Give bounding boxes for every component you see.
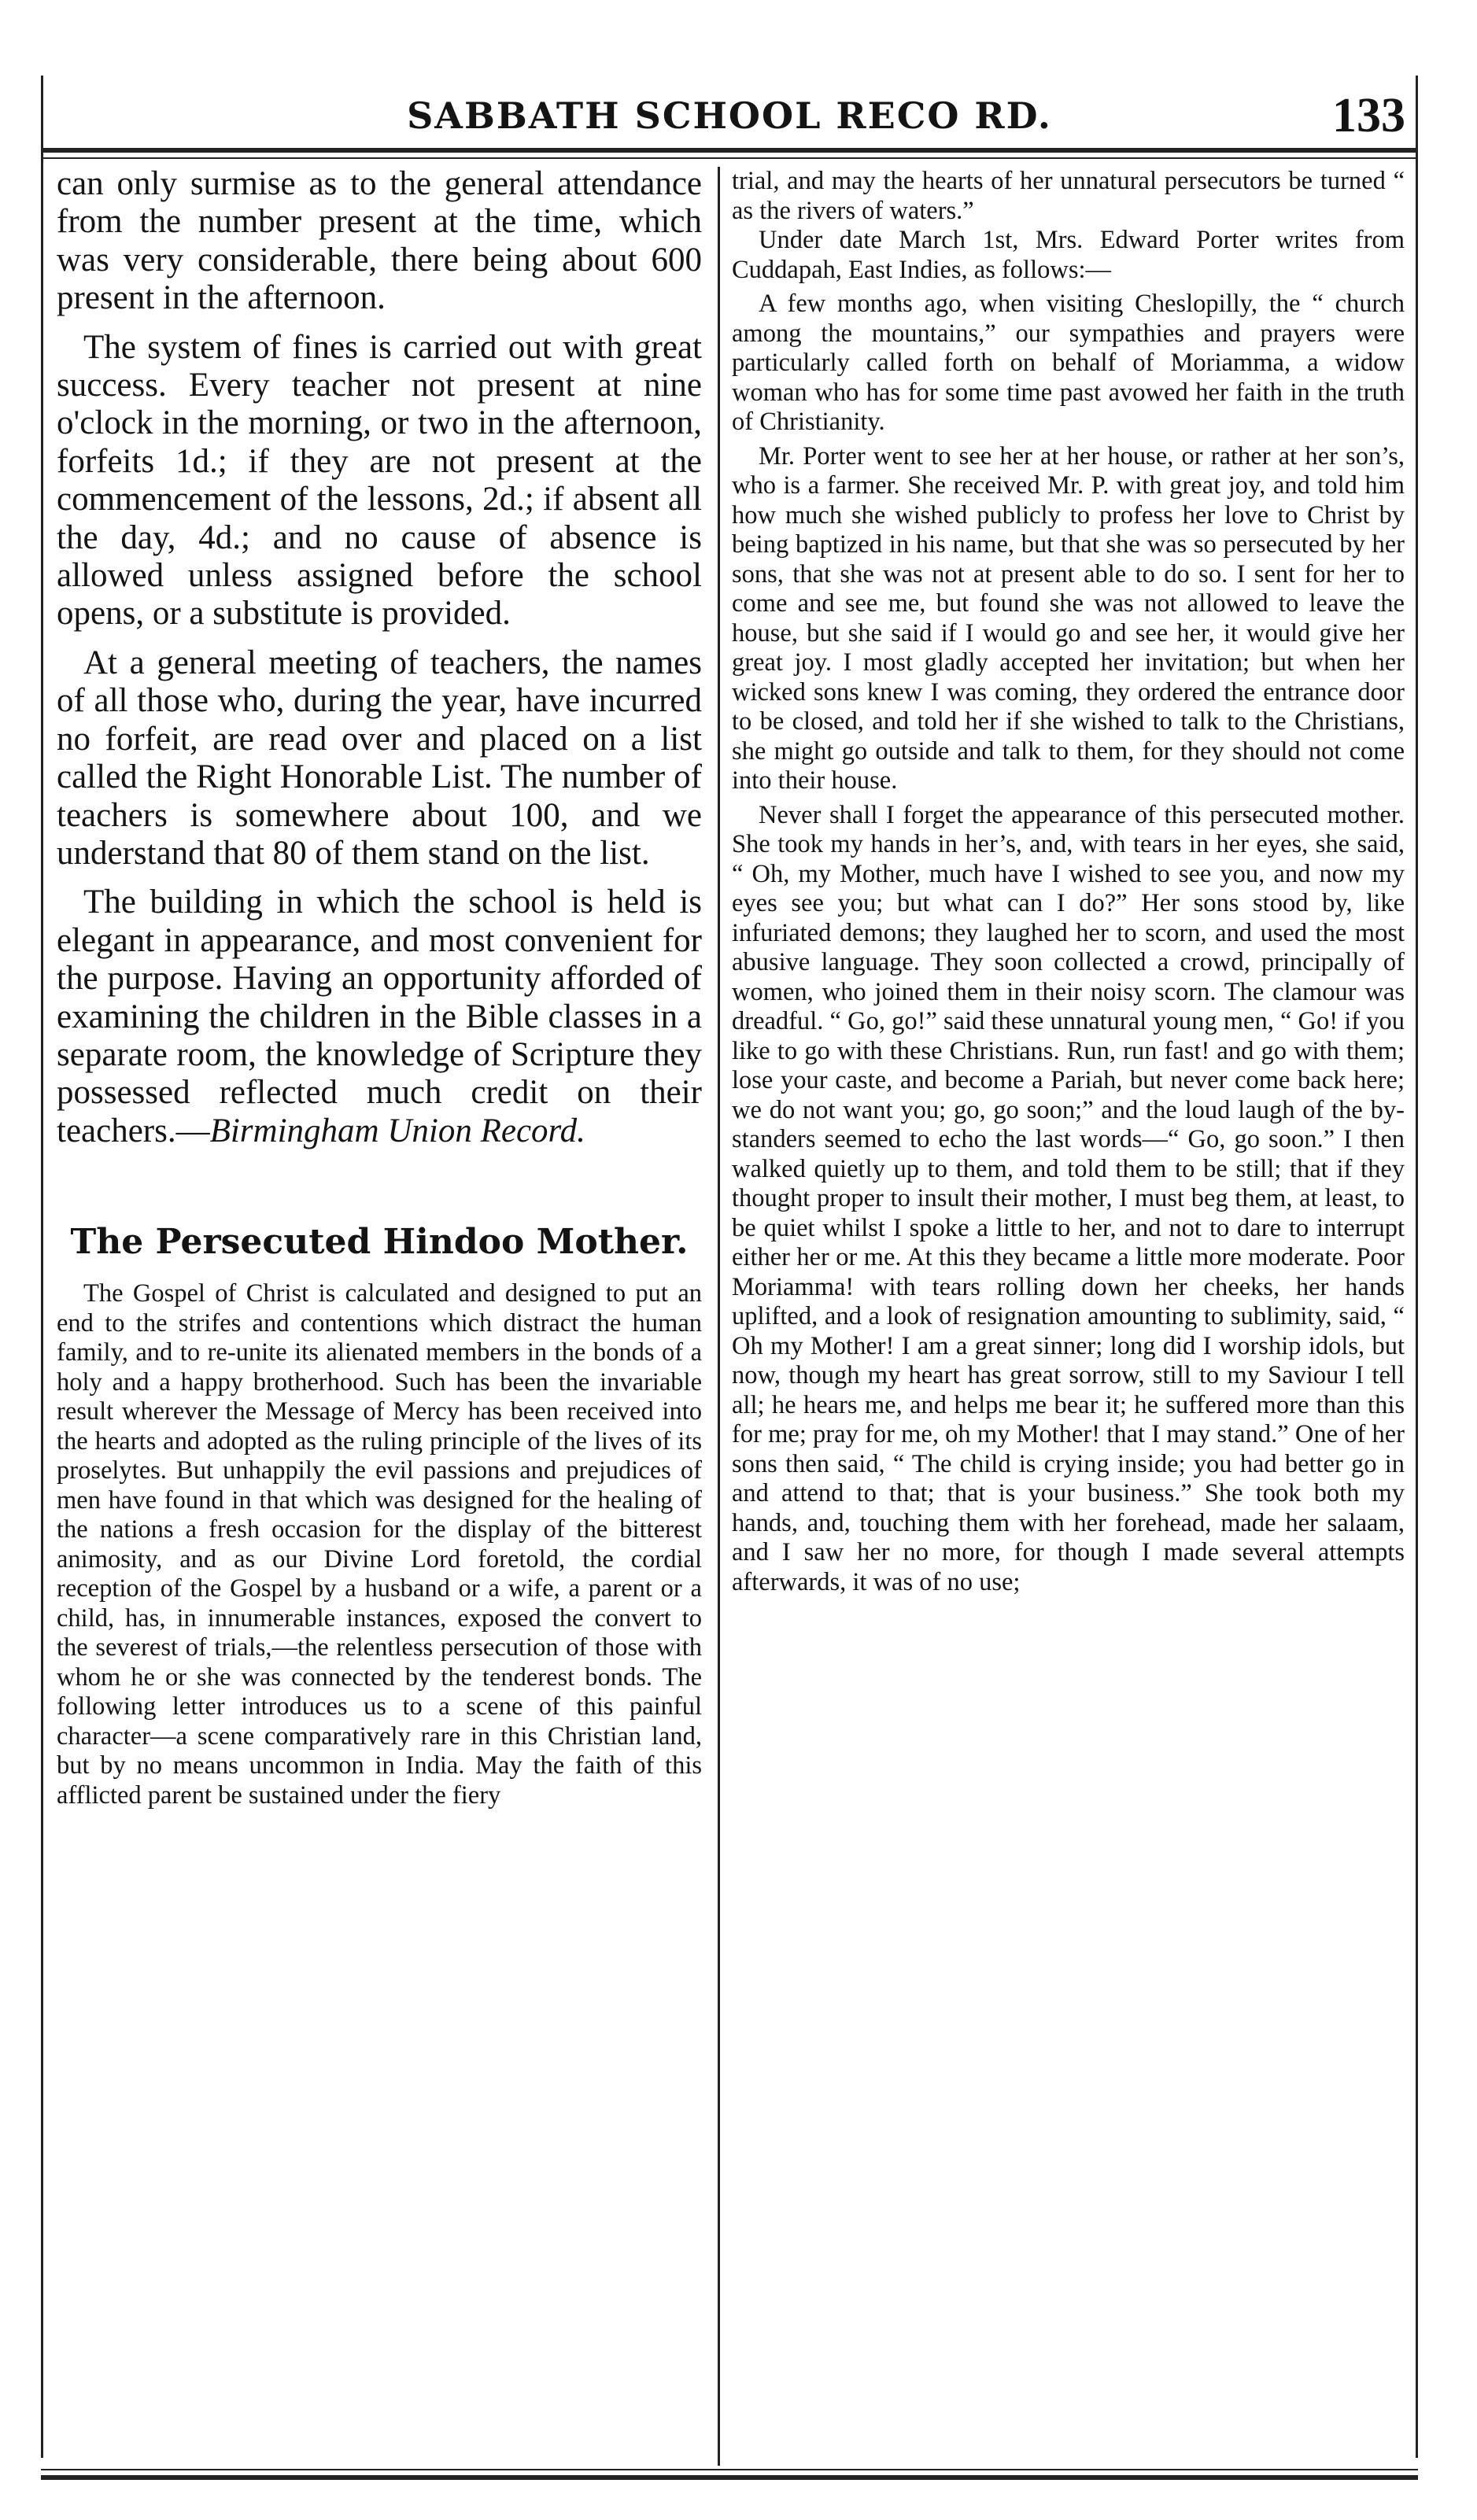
paragraph-fines: The system of fines is carried out with great success. Every teacher not present at nine o'clock in the morning, or two in the afternoon, forfeits 1d.; if they are not present at the commencement of the lessons, 2d.; if absent all the day, 4d.; and no cause of absence is allowed unless assigned before the school opens, or a substitute is provided. [57,328,702,633]
paragraph-attendance: can only surmise as to the general attendance from the number present at the time, which was very considerable, there being about 600 present in the afternoon. [57,165,702,317]
page-number: 133 [1332,89,1405,142]
header-rule-thick [41,148,1418,153]
footer-rule-thick [41,2475,1418,2480]
column-divider [718,167,720,2466]
paragraph-letter-intro: Under date March 1st, Mrs. Edward Porter writes from Cuddapah, East Indies, as follows:— [732,226,1405,284]
paragraph-persecuted-mother: Never shall I forget the appearance of this persecuted mother. She took my hands in her’s, and, with tears in her eyes, she said, “ Oh, my Mother, much have I wished to see you, and now my eyes see you; but what can I do?” Her sons stood by, like infuriated demons; they laughed her to scorn, and used the most abusive language. They soon collected a crowd, principally of women, who joined them in their noisy scorn. The clamour was dreadful. “ Go, go!” said these unnatural young men, “ Go! if you like to go with these Christians. Run, run fast! and go with them; lose your caste, and become a Pariah, but never come back here; we do not want you; go, go soon;” and the loud laugh of the by-standers seemed to echo the last words—“ Go, go soon.” I then walked quietly up to them, and told them to be still; that if they thought proper to insult their mother, I must beg them, at least, to be quiet whilst I spoke a little to her, and not to dare to interrupt either her or me. At this they became a little more moderate. Poor Moriamma! with tears rolling down her cheeks, her hands uplifted, and a look of resignation amounting to sublimity, said, “ Oh my Mother! I am a great sinner; long did I worship idols, but now, though my heart has great sorrow, still to my Saviour I tell all; he hears me, and helps me bear it; he suffered more than this for me; pray for me, oh my Mother! that I may stand.” One of her sons then said, “ The child is crying inside; you had better go in and attend to that; that is your business.” She took both my hands, and, touching them with her forehead, made her salaam, and I saw her no more, for though I made several attempts afterwards, it was of no use; [732,800,1405,1596]
paragraph-honorable-list: At a general meeting of teachers, the names of all those who, during the year, have incurred no forfeit, are read over and placed on a list called the Right Honorable List. The number of teachers is somewhere about 100, and we understand that 80 of them stand on the list. [57,644,702,872]
paragraph-trial-continued: trial, and may the hearts of her unnatural persecutors be turned “ as the rivers of waters.” [732,167,1405,225]
running-header [41,89,1418,143]
paragraph-building [57,884,702,1150]
footer-rule-thin [41,2469,1418,2470]
source-citation: Birmingham Union Record. [209,1112,585,1149]
header-rule-thin [41,157,1418,159]
paragraph-mr-porter-visit: Mr. Porter went to see her at her house, or rather at her son’s, who is a farmer. She received Mr. P. with great joy, and told him how much she wished publicly to profess her love to Christ by being baptized in his name, but that she was so persecuted by her sons, that she was not at present able to do so. I sent for her to come and see me, but found she was not allowed to leave the house, but she said if I would go and see her, it would give her great joy. I most gladly accepted her invitation; but when her wicked sons knew I was coming, they ordered the entrance door to be closed, and told her if she wished to talk to the Christians, she might go outside and talk to them, for they should not come into their house. [732,441,1405,795]
left-column [57,165,702,1810]
article-heading: The Persecuted Hindoo Mother. [70,1222,689,1263]
paragraph-building-text: The building in which the school is held is elegant in appearance, and most convenient for the purpose. Having an opportunity afforded of examining the children in the Bible classes in a separate room, the knowledge of Scripture they possessed reflected much credit on their teachers.— [57,884,702,1149]
running-title: SABBATH SCHOOL RECO RD. [407,94,1052,137]
paragraph-cheslopilly: A few months ago, when visiting Cheslopilly, the “ church among the mountains,” our sympathies and prayers were particularly called forth on behalf of Moriamma, a widow woman who has for some time past avowed her faith in the truth of Christianity. [732,290,1405,436]
right-column [732,167,1405,1597]
article-intro-paragraph: The Gospel of Christ is calculated and designed to put an end to the strifes and contentions which distract the human family, and to re-unite its alienated members in the bonds of a holy and a happy brotherhood. Such has been the invariable result wherever the Message of Mercy has been received into the hearts and adopted as the ruling principle of the lives of its proselytes. But unhappily the evil passions and prejudices of men have found in that which was designed for the healing of the nations a fresh occasion for the display of the bitterest animosity, and as our Divine Lord foretold, the cordial reception of the Gospel by a husband or a wife, a parent or a child, has, in innumerable instances, exposed the convert to the severest of trials,—the relentless persecution of those with whom he or she was connected by the tenderest bonds. The following letter introduces us to a scene of this painful character—a scene comparatively rare in this Christian land, but by no means uncommon in India. May the faith of this afflicted parent be sustained under the fiery [57,1279,702,1810]
